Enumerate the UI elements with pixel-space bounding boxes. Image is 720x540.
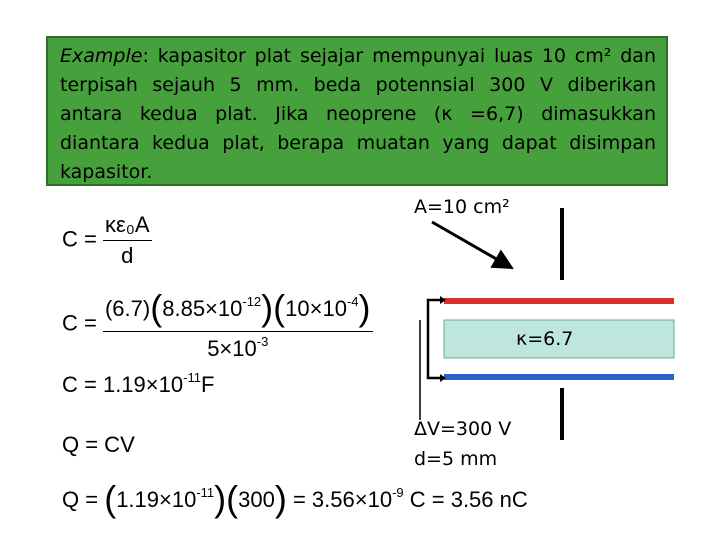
formula-lhs: C = — [62, 226, 97, 252]
charge-result-nano: C = 3.56 nC — [403, 487, 528, 512]
capacitance-result-exponent: -11 — [183, 370, 201, 385]
charge-result-exponent: -9 — [392, 485, 404, 500]
charge-capacitance-exponent: -11 — [196, 485, 215, 500]
distance-exponent: -3 — [256, 334, 269, 349]
top-plate — [444, 298, 674, 304]
example-label: Example — [60, 45, 143, 67]
substitution-lhs: C = — [62, 310, 97, 336]
kappa-value: (6.7) — [104, 296, 151, 321]
substitution-numerator: $(6.7)(8.85\times 10^{-12})(10\times 10^{-4})$ — [103, 287, 373, 332]
epsilon-exponent: -12 — [242, 294, 262, 309]
formula-numerator: κε₀A — [103, 212, 152, 241]
epsilon-value: 8.85×10 — [162, 296, 243, 321]
charge-voltage: 300 — [238, 487, 275, 512]
voltage-label: ΔV=300 V — [414, 418, 512, 440]
distance-label: d=5 mm — [414, 448, 498, 470]
formula-denominator: d — [121, 243, 134, 268]
area-exponent: -4 — [346, 294, 359, 309]
kappa-label: κ=6.7 — [516, 328, 574, 350]
charge-lhs: Q = — [62, 487, 105, 512]
distance-bracket — [428, 300, 440, 378]
area-value: 10×10 — [285, 296, 347, 321]
bottom-plate — [444, 374, 674, 380]
capacitance-result-unit: F — [200, 372, 215, 397]
charge-substitution: $Q = (1.19\times 10^{-11})(300) = 3.56\times 10^{-9}$ C = 3.56 nC — [62, 478, 528, 519]
area-arrow — [432, 222, 512, 268]
distance-value: 5×10 — [207, 336, 257, 361]
charge-result: = 3.56×10 — [286, 487, 393, 512]
charge-capacitance: 1.19×10 — [116, 487, 197, 512]
problem-text: : kapasitor plat sejajar mempunyai luas 10 cm² dan terpisah sejauh 5 mm. beda potennsial 300 V diberikan antara kedua plat. Jika neoprene (κ =6,7) dimasukkan diantara kedua plat, berapa muatan yang dapat disimpan kapasitor. — [60, 45, 656, 183]
capacitance-result-value: C = 1.19×10 — [62, 372, 184, 397]
charge-formula: Q = CV — [62, 432, 135, 457]
area-label: A=10 cm² — [414, 196, 510, 218]
